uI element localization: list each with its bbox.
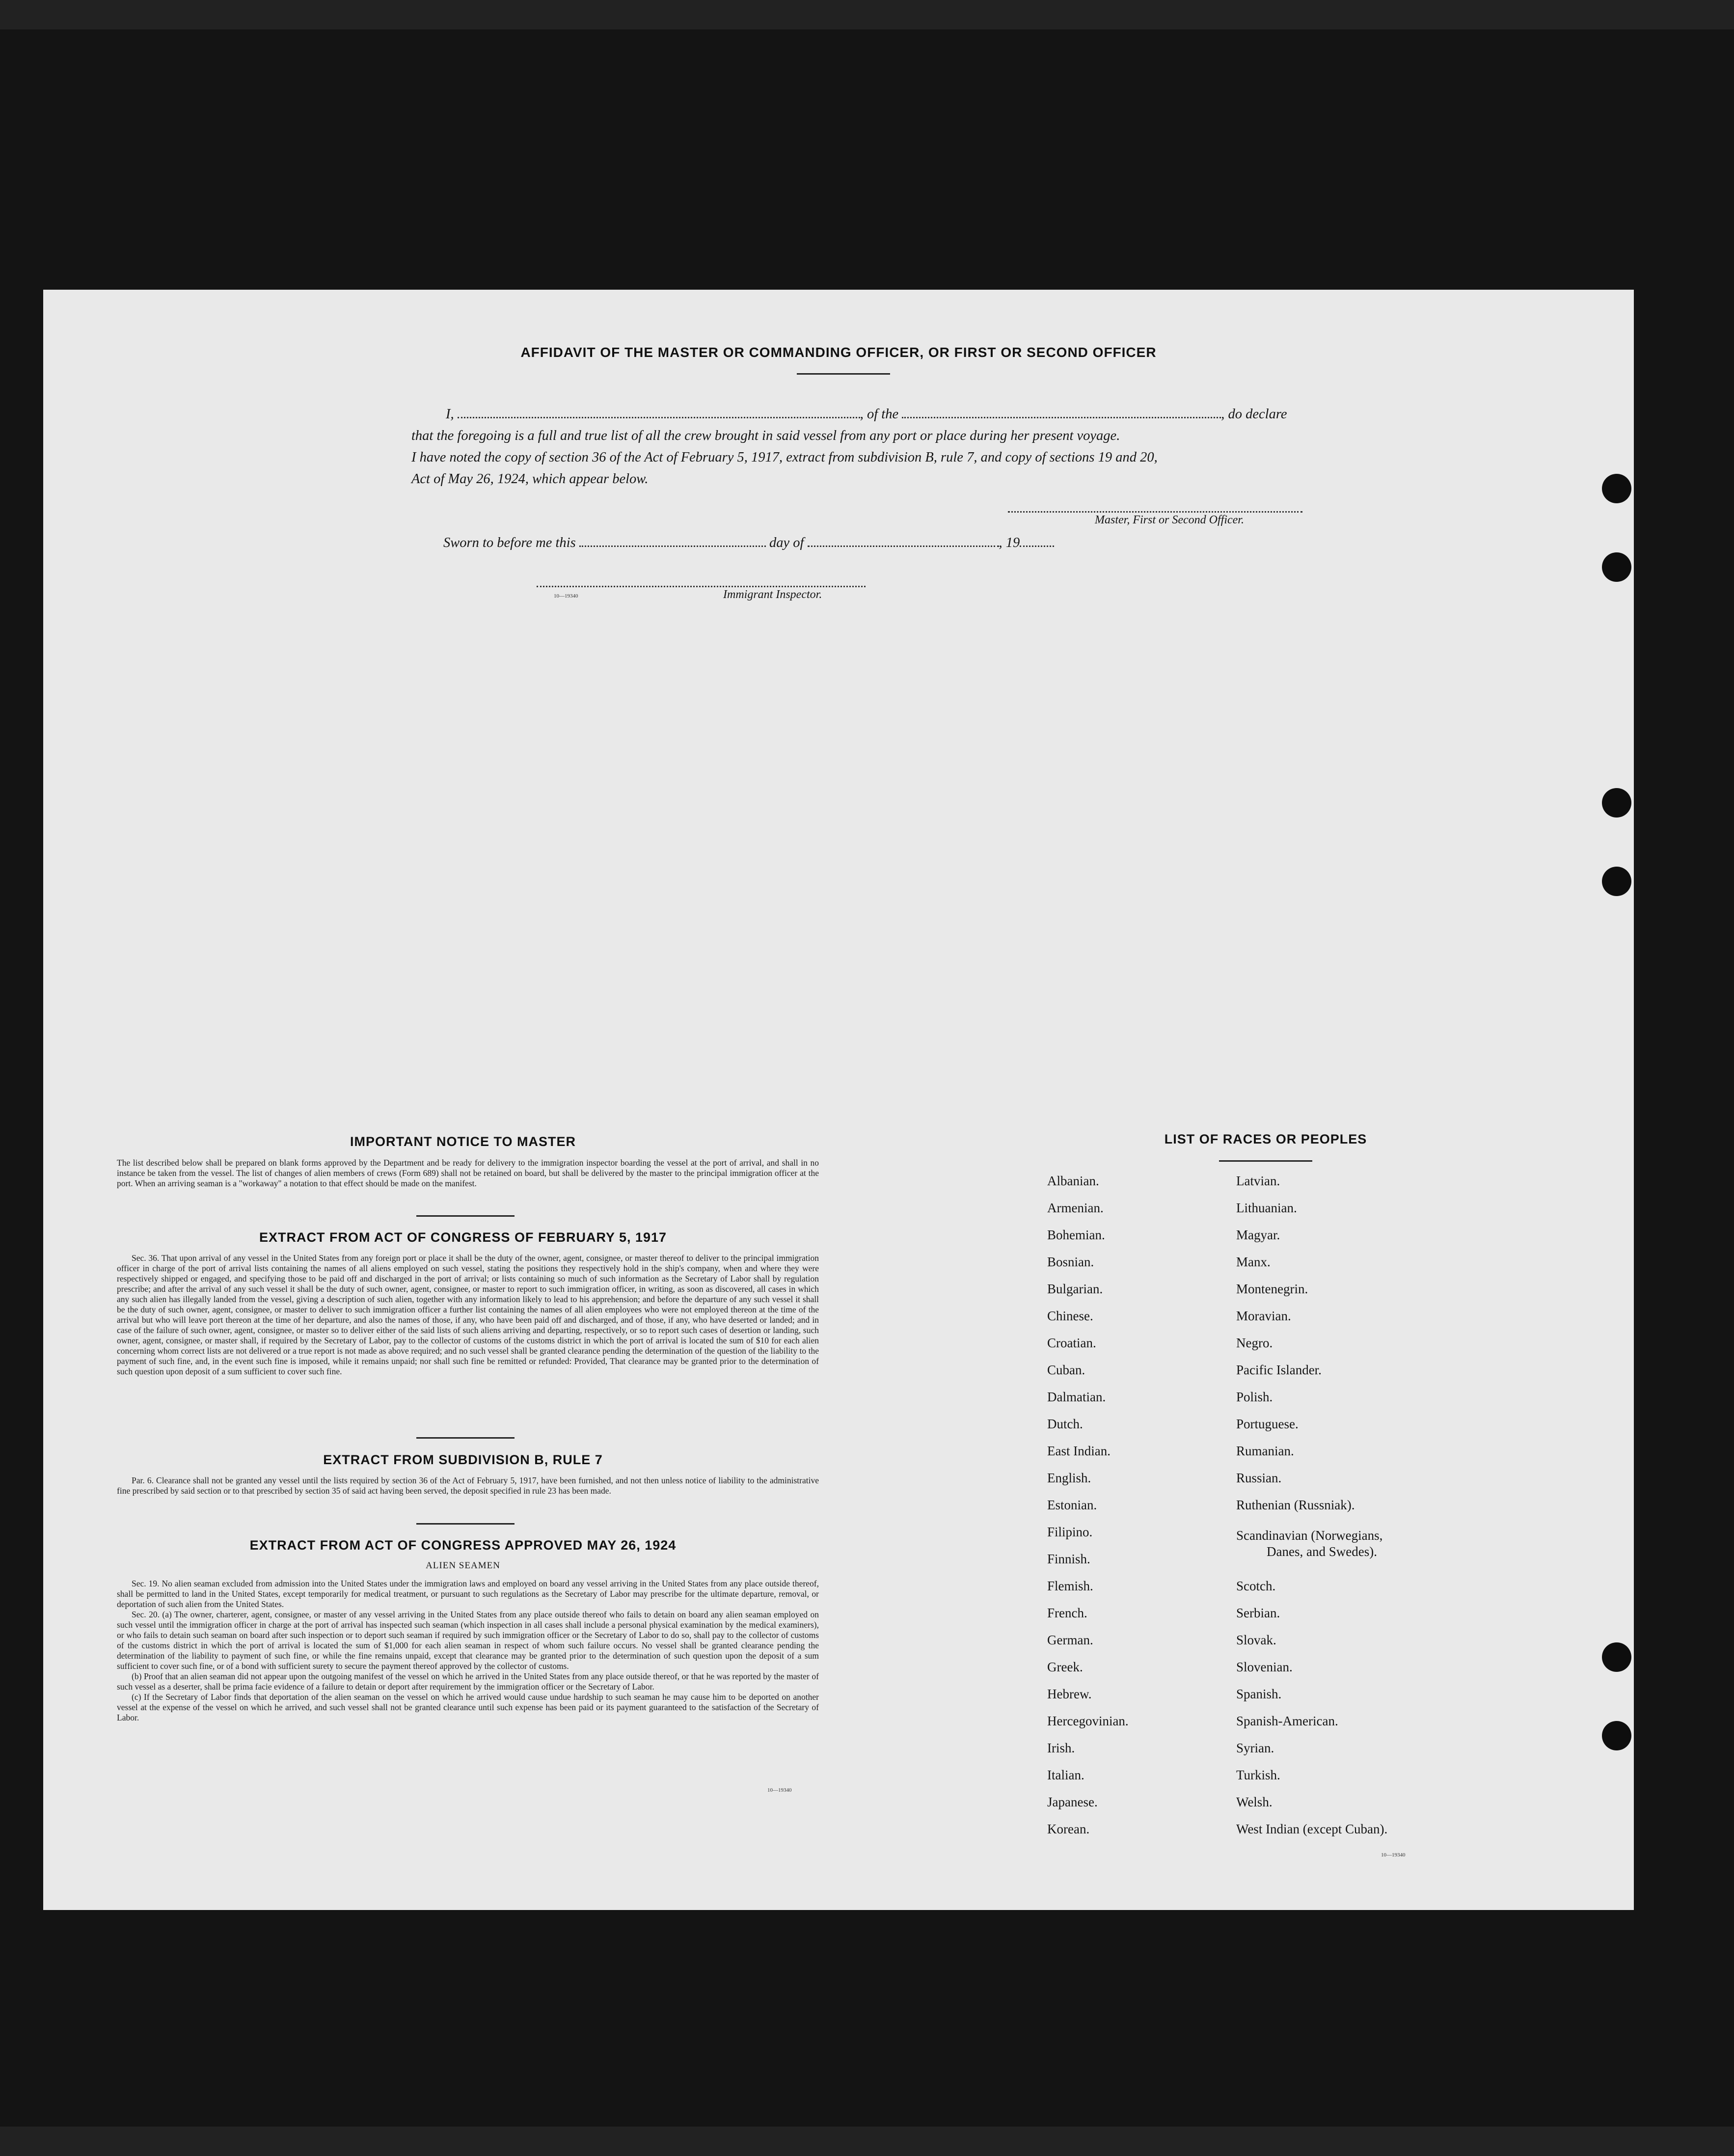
race-item: Estonian. — [1047, 1498, 1097, 1512]
race-item: Scandinavian (Norwegians, — [1236, 1528, 1383, 1543]
race-item: Filipino. — [1047, 1525, 1093, 1539]
binder-hole — [1602, 1721, 1631, 1750]
races-title: LIST OF RACES OR PEOPLES — [1164, 1132, 1367, 1146]
race-item: Spanish-American. — [1236, 1714, 1338, 1728]
race-item: Bulgarian. — [1047, 1282, 1103, 1296]
race-item: German. — [1047, 1633, 1093, 1647]
sworn-month-field[interactable] — [808, 546, 999, 547]
of-the-label: , of the — [860, 407, 899, 422]
race-item: Greek. — [1047, 1660, 1083, 1674]
race-item: Polish. — [1236, 1390, 1273, 1404]
extract-rule7-body: Par. 6. Clearance shall not be granted any vessel until the lists required by section 36 of the Act of February 5, 1917, have been furnished, and not then unless notice of liability to the administrative fine prescribed by said section or to that prescribed by section 35 of said act having been served, the deposit specified in rule 23 has been made. — [117, 1475, 819, 1496]
extract-rule7-title: EXTRACT FROM SUBDIVISION B, RULE 7 — [323, 1452, 603, 1467]
sec20a-text: Sec. 20. (a) The owner, charterer, agent, consignee, or master of any vessel arriving in the United States from any place outside thereof who fails to detain on board any alien seaman employed on such vessel until the immigration officer in charge at the port of arrival has inspected such seaman (which inspection in all cases shall include a personal physical examination by the medical examiners), or who fails to detain such seaman on board after such inspection or to deport such seaman if required by such immigration officer or the Secretary of Labor to do so, shall pay to the collector of customs of the customs district in which the port of arrival is located the sum of $1,000 for each alien seaman in respect of whom such failure occurs. No vessel shall be granted clearance pending the determination of the liability to payment of such fine, or while the fine remains unpaid, except that clearance may be granted prior to the determination of such question upon the deposit of a sum sufficient to cover such fine, or of a bond with sufficient surety to secure the payment thereof approved by the collector of customs. — [117, 1610, 819, 1671]
race-item: Irish. — [1047, 1741, 1075, 1755]
vessel-name-field[interactable] — [902, 417, 1221, 418]
binder-hole — [1602, 552, 1631, 582]
extract-1924-title: EXTRACT FROM ACT OF CONGRESS APPROVED MAY 26, 1924 — [249, 1538, 677, 1553]
notice-title: IMPORTANT NOTICE TO MASTER — [350, 1134, 576, 1149]
race-item: Welsh. — [1236, 1795, 1273, 1809]
race-item: Pacific Islander. — [1236, 1363, 1322, 1377]
sworn-day-field[interactable] — [579, 546, 766, 547]
film-edge-bottom — [0, 2127, 1734, 2156]
race-item: Rumanian. — [1236, 1444, 1294, 1458]
binder-hole — [1602, 1642, 1631, 1672]
extract-1924-body — [117, 1579, 819, 1723]
sworn-line — [443, 535, 1054, 551]
race-item: Magyar. — [1236, 1228, 1280, 1242]
sec20c-text: (c) If the Secretary of Labor finds that deportation of the alien seaman on the vessel on which he arrived would cause undue hardship to such seaman he may cause him to be deported on another vessel at the expense of the vessel on which he arrived, and such vessel shall not be granted clearance until such expense has been paid or its payment guaranteed to the satisfaction of the Secretary of Labor. — [117, 1692, 819, 1722]
race-item: Danes, and Swedes). — [1267, 1544, 1377, 1559]
sec20b-text: (b) Proof that an alien seaman did not appear upon the outgoing manifest of the vessel on which he arrived in the United States from any place outside thereof, or that he was reported by the master of such vessel as a deserter, shall be prima facie evidence of a failure to detain or deport after requirement by the immigration officer or the Secretary of Labor. — [117, 1671, 819, 1692]
race-item: Turkish. — [1236, 1768, 1280, 1782]
race-item: Italian. — [1047, 1768, 1084, 1782]
notice-body: The list described below shall be prepared on blank forms approved by the Department and be ready for delivery to the immigration inspector boarding the vessel at the port of arrival, and shall in no instance be taken from the vessel. The list of changes of alien members of crews (Form 689) shall not be retained on board, but shall be delivered by the master to the principal immigration officer at the port. When an arriving seaman is a "workaway" a notation to that effect should be made on the manifest. — [117, 1158, 819, 1188]
race-item: West Indian (except Cuban). — [1236, 1822, 1388, 1836]
races-divider — [1219, 1160, 1312, 1162]
declaration-line-4: Act of May 26, 1924, which appear below. — [411, 471, 649, 487]
race-item: Ruthenian (Russniak). — [1236, 1498, 1355, 1512]
day-of-label: day of — [769, 535, 804, 550]
race-item: English. — [1047, 1471, 1091, 1485]
race-item: Dutch. — [1047, 1417, 1083, 1431]
sworn-year-field[interactable] — [1020, 546, 1054, 547]
race-item: Slovak. — [1236, 1633, 1276, 1647]
binder-hole — [1602, 788, 1631, 818]
notice-divider — [416, 1215, 515, 1217]
race-item: Croatian. — [1047, 1336, 1096, 1350]
race-item: Bosnian. — [1047, 1255, 1094, 1269]
extract-1917-title: EXTRACT FROM ACT OF CONGRESS OF FEBRUARY 5, 1917 — [259, 1230, 667, 1245]
race-item: Syrian. — [1236, 1741, 1274, 1755]
sec19-text: Sec. 19. No alien seaman excluded from admission into the United States under the immigration laws and employed on board any vessel arriving in the United States from any place outside thereof, shall be permitted to land in the United States, except temporarily for medical treatment, or pursuant to such regulations as the Secretary of Labor may prescribe for the ultimate departure, removal, or deportation of such alien from the United States. — [117, 1579, 819, 1609]
affidavit-form-code: 10—19340 — [554, 593, 578, 599]
master-signature-field[interactable] — [1008, 511, 1302, 513]
race-item: Latvian. — [1236, 1174, 1280, 1188]
races-form-code: 10—19340 — [1381, 1852, 1406, 1858]
race-item: French. — [1047, 1606, 1087, 1620]
inspector-label: Immigrant Inspector. — [723, 588, 822, 601]
affidavit-declaration — [411, 404, 1374, 490]
extract-1924-subtitle: ALIEN SEAMEN — [426, 1560, 500, 1571]
race-item: Slovenian. — [1236, 1660, 1293, 1674]
extract-rule7-divider — [416, 1523, 515, 1525]
race-item: Cuban. — [1047, 1363, 1085, 1377]
title-divider — [797, 373, 890, 375]
race-item: Serbian. — [1236, 1606, 1280, 1620]
i-label: I, — [446, 407, 454, 422]
race-item: Spanish. — [1236, 1687, 1282, 1701]
master-signature-label: Master, First or Second Officer. — [1095, 514, 1244, 526]
race-item: Chinese. — [1047, 1309, 1093, 1323]
sworn-label: Sworn to before me this — [443, 535, 576, 550]
race-item: Japanese. — [1047, 1795, 1098, 1809]
race-item: Flemish. — [1047, 1579, 1093, 1593]
race-item: Scotch. — [1236, 1579, 1276, 1593]
race-item: East Indian. — [1047, 1444, 1111, 1458]
binder-hole — [1602, 867, 1631, 896]
race-item: Moravian. — [1236, 1309, 1291, 1323]
race-item: Armenian. — [1047, 1201, 1104, 1215]
race-item: Russian. — [1236, 1471, 1282, 1485]
declaration-line-3: I have noted the copy of section 36 of the Act of February 5, 1917, extract from subdivision B, rule 7, and copy of sections 19 and 20, — [411, 450, 1158, 465]
extract-1917-divider — [416, 1437, 515, 1439]
declaration-line-1 — [446, 404, 1408, 425]
do-declare-label: , do declare — [1221, 407, 1287, 422]
affidavit-title: AFFIDAVIT OF THE MASTER OR COMMANDING OFFICER, OR FIRST OR SECOND OFFICER — [520, 345, 1157, 360]
race-item: Albanian. — [1047, 1174, 1099, 1188]
race-item: Montenegrin. — [1236, 1282, 1308, 1296]
film-edge-top — [0, 0, 1734, 29]
document-page — [43, 290, 1634, 1910]
race-item: Negro. — [1236, 1336, 1273, 1350]
race-item: Korean. — [1047, 1822, 1090, 1836]
race-item: Finnish. — [1047, 1552, 1090, 1566]
race-item: Bohemian. — [1047, 1228, 1105, 1242]
race-item: Manx. — [1236, 1255, 1271, 1269]
race-item: Portuguese. — [1236, 1417, 1299, 1431]
declaration-line-2: that the foregoing is a full and true list of all the crew brought in said vessel from any port or place during her present voyage. — [411, 428, 1120, 443]
race-item: Lithuanian. — [1236, 1201, 1297, 1215]
binder-hole — [1602, 474, 1631, 503]
extract-form-code: 10—19340 — [767, 1787, 792, 1793]
race-item: Dalmatian. — [1047, 1390, 1106, 1404]
master-name-field[interactable] — [458, 417, 860, 418]
extract-1917-body: Sec. 36. That upon arrival of any vessel in the United States from any foreign port or place it shall be the duty of the owner, agent, consignee, or master thereof to deliver to the principal immigration officer in charge of the port of arrival lists containing the names of all aliens employed on such vessel, stating the positions they respectively hold in the ship's company, when and where they were respectively shipped or engaged, and specifying those to be paid off and discharged in the port of arrival; or lists containing so much of such information as the Secretary of Labor shall by regulation prescribe; and after the arrival of any such vessel it shall be the duty of such owner, agent, consignee, or master to report to such immigration officer, in writing, as soon as discovered, all cases in which any such alien has illegally landed from the vessel, giving a description of such alien, together with any information likely to lead to his apprehension; and before the departure of any such vessel it shall be the duty of such owner, agent, consignee, or master to deliver to such immigration officer a further list containing the names of all alien employees who were not employed thereon at the time of the arrival but who will leave port thereon at the time of her departure, and also the names of those, if any, who have been paid off and discharged, and of those, if any, who have deserted or landed; and in case of the failure of such owner, agent, consignee, or master so to deliver either of the said lists of such aliens arriving and departing, respectively, or so to report such cases of desertion or landing, such owner, agent, consignee, or master shall, if required by the Secretary of Labor, pay to the collector of customs of the customs district in which the port of arrival is located the sum of $10 for each alien concerning whom correct lists are not delivered or a true report is not made as above required; and no such vessel shall be granted clearance pending the determination of the question of the liability to the payment of such fine, and, in the event such fine is imposed, while it remains unpaid; nor shall such fine be remitted or refunded: Provided, That clearance may be granted prior to the determination of such question upon deposit of a sum sufficient to cover such fine. — [117, 1253, 819, 1376]
race-item: Hebrew. — [1047, 1687, 1092, 1701]
race-item: Hercegovinian. — [1047, 1714, 1129, 1728]
year-label: , 19 — [999, 535, 1020, 550]
inspector-signature-field[interactable] — [537, 586, 866, 587]
